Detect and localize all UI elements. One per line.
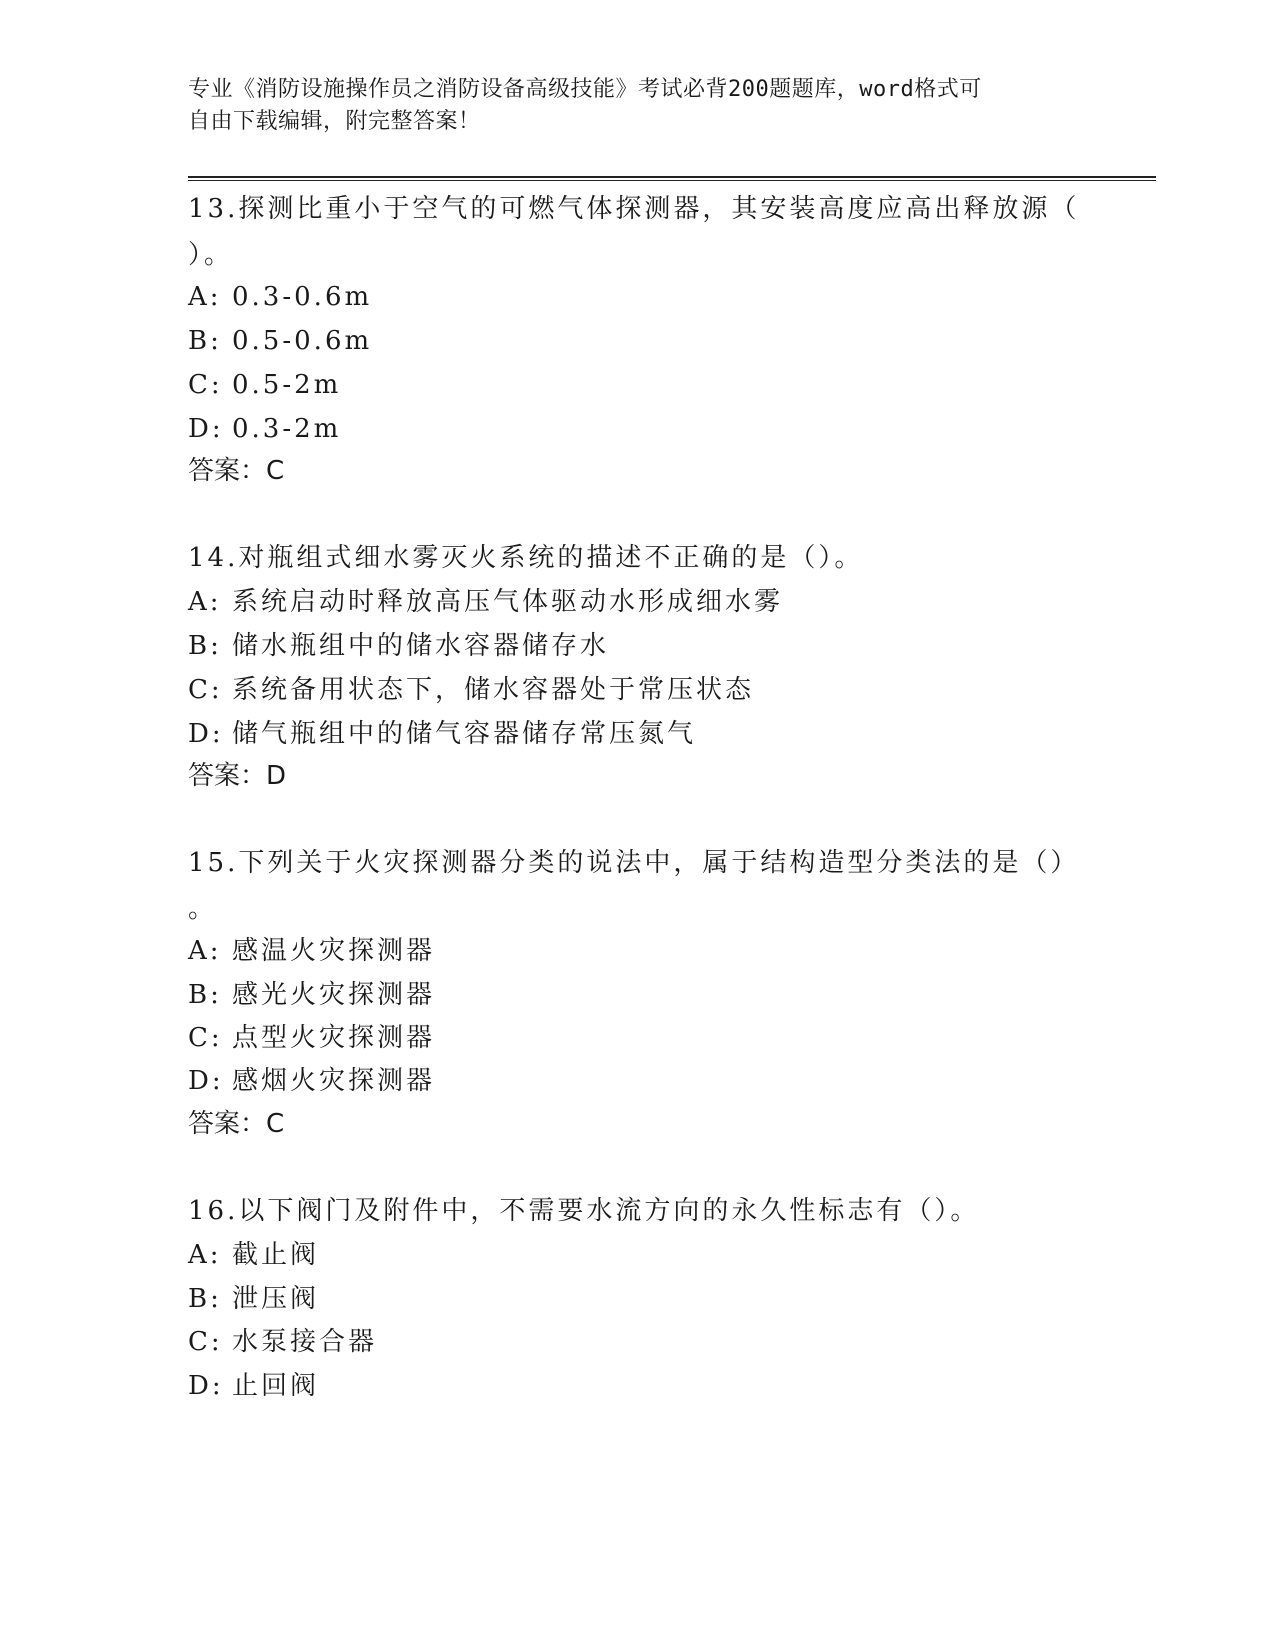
option-key: A:: [188, 936, 222, 966]
header-line-2: 自由下载编辑，附完整答案！: [188, 109, 481, 134]
option-key: C:: [188, 1023, 223, 1053]
question-14-answer: 答案：D: [188, 761, 287, 791]
option-text: 0.3-2m: [232, 414, 342, 444]
option-key: D:: [188, 1371, 224, 1401]
header-divider: [188, 176, 1156, 181]
question-16-option-a: [188, 1232, 319, 1278]
question-16-option-d: [188, 1363, 319, 1409]
option-key: A:: [188, 282, 222, 312]
question-14-stem: [188, 535, 1088, 581]
question-14-option-b: [188, 623, 609, 669]
option-key: C:: [188, 370, 223, 400]
option-key: A:: [188, 587, 222, 617]
question-13-stem-line-1: 13.探测比重小于空气的可燃气体探测器，其安装高度应高出释放源（: [188, 194, 1080, 224]
option-key: D:: [188, 1066, 224, 1096]
option-key: D:: [188, 414, 224, 444]
option-key: A:: [188, 1240, 222, 1270]
question-15-option-a: [188, 928, 435, 974]
option-key: B:: [188, 1284, 222, 1314]
question-13-option-c: [188, 362, 341, 408]
option-key: B:: [188, 980, 222, 1010]
question-15-stem-line-1: 15.下列关于火灾探测器分类的说法中，属于结构造型分类法的是（）: [188, 848, 1080, 878]
option-text: 0.5-2m: [232, 370, 342, 400]
question-16-option-c: [188, 1319, 377, 1365]
question-16-option-b: [188, 1276, 319, 1322]
question-14-stem-line-1: 14.对瓶组式细水雾灭火系统的描述不正确的是（）。: [188, 543, 864, 573]
option-text: 0.5-0.6m: [232, 326, 373, 356]
option-text: 截止阀: [232, 1240, 320, 1270]
question-15-option-b: [188, 972, 435, 1018]
question-15-stem-line-2: 。: [188, 894, 218, 924]
option-text: 储水瓶组中的储水容器储存水: [232, 631, 610, 661]
document-header: [188, 74, 1088, 138]
question-13-option-d: [188, 406, 341, 452]
option-text: 泄压阀: [232, 1284, 320, 1314]
option-key: B:: [188, 631, 222, 661]
question-14-option-d: [188, 711, 696, 757]
option-key: B:: [188, 326, 222, 356]
question-16-stem-line-1: 16.以下阀门及附件中，不需要水流方向的永久性标志有（）。: [188, 1196, 980, 1226]
option-text: 止回阀: [232, 1371, 320, 1401]
question-14-option-a: [188, 579, 783, 625]
question-15-stem: [188, 840, 1088, 932]
option-text: 0.3-0.6m: [232, 282, 373, 312]
option-key: C:: [188, 675, 223, 705]
question-13-stem-line-2: ）。: [188, 240, 234, 270]
option-key: D:: [188, 719, 224, 749]
option-text: 点型火灾探测器: [232, 1023, 436, 1053]
question-16-stem: [188, 1188, 1088, 1234]
option-text: 感光火灾探测器: [232, 980, 436, 1010]
option-text: 系统启动时释放高压气体驱动水形成细水雾: [232, 587, 784, 617]
option-text: 感烟火灾探测器: [232, 1066, 436, 1096]
question-15-option-c: [188, 1015, 435, 1061]
question-13-stem: [188, 186, 1088, 278]
option-text: 系统备用状态下，储水容器处于常压状态: [232, 675, 755, 705]
question-13-option-b: [188, 318, 372, 364]
question-13-option-a: [188, 274, 372, 320]
option-text: 感温火灾探测器: [232, 936, 436, 966]
option-text: 储气瓶组中的储气容器储存常压氮气: [232, 719, 697, 749]
header-line-1: 专业《消防设施操作员之消防设备高级技能》考试必背200题题库，word格式可: [188, 77, 982, 102]
question-15-answer: 答案：C: [188, 1109, 285, 1139]
question-15-option-d: [188, 1058, 435, 1104]
option-text: 水泵接合器: [232, 1327, 378, 1357]
question-14-option-c: [188, 667, 754, 713]
option-key: C:: [188, 1327, 223, 1357]
question-13-answer: 答案：C: [188, 456, 285, 486]
